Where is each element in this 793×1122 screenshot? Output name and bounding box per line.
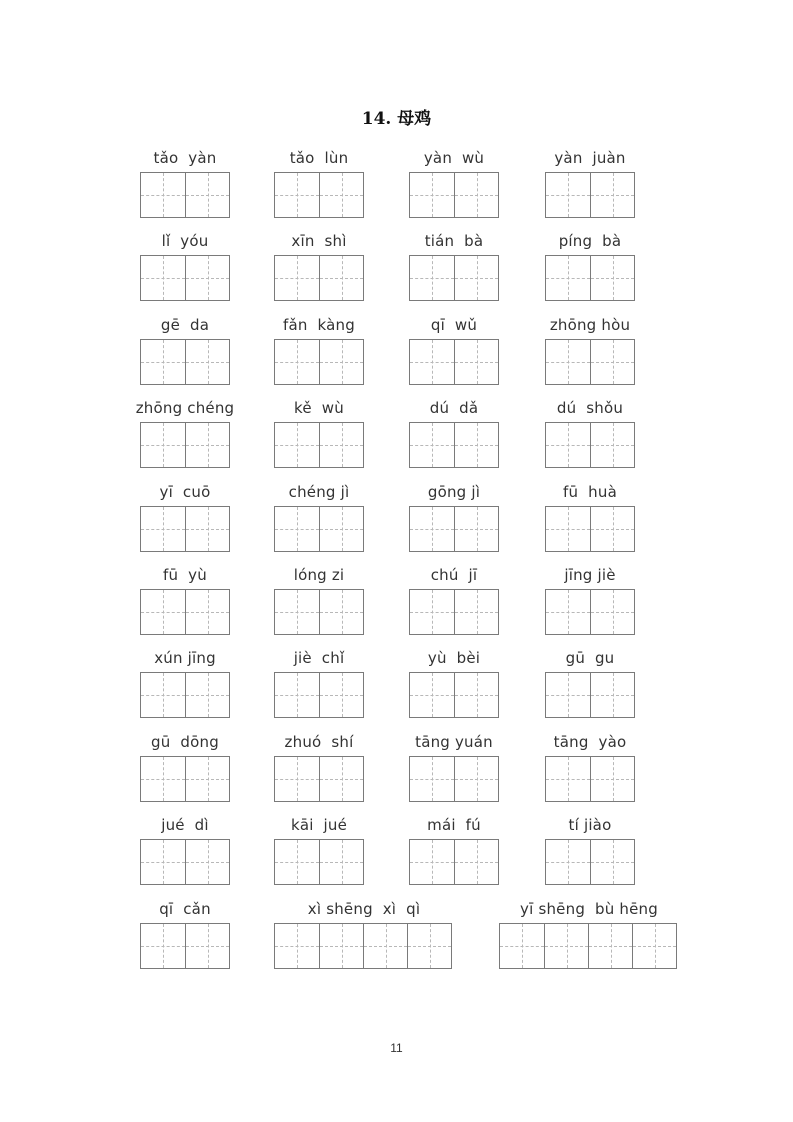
- pinyin-label: dú dǎ: [429, 399, 479, 418]
- pinyin-label: mái fú: [427, 816, 481, 835]
- tianzige-box[interactable]: [275, 256, 319, 300]
- tianzige-box[interactable]: [319, 840, 363, 884]
- tianzige-box[interactable]: [410, 673, 454, 717]
- pinyin-label: jīng jiè: [564, 566, 616, 584]
- pinyin-label: fǎn kàng: [283, 315, 355, 334]
- tianzige-box[interactable]: [454, 590, 498, 634]
- practice-row: [0, 733, 793, 811]
- pinyin-label: fū yù: [163, 566, 207, 584]
- tianzige-box[interactable]: [410, 840, 454, 884]
- tianzige-box[interactable]: [410, 423, 454, 467]
- writing-boxes: [274, 422, 364, 468]
- tianzige-box[interactable]: [590, 173, 634, 217]
- tianzige-box[interactable]: [590, 673, 634, 717]
- tianzige-box[interactable]: [546, 423, 590, 467]
- pinyin-label: tāng yuán: [415, 732, 493, 751]
- writing-boxes: [545, 422, 635, 468]
- pinyin-label: tāng yào: [553, 732, 627, 751]
- pinyin-label: qī cǎn: [159, 899, 211, 918]
- writing-boxes: [140, 172, 230, 218]
- tianzige-box[interactable]: [275, 423, 319, 467]
- pinyin-label: kāi jué: [290, 816, 348, 835]
- writing-boxes: [409, 172, 499, 218]
- tianzige-box[interactable]: [141, 256, 185, 300]
- tianzige-box[interactable]: [319, 757, 363, 801]
- tianzige-box[interactable]: [275, 173, 319, 217]
- pinyin-label: gū gu: [565, 649, 615, 668]
- tianzige-box[interactable]: [275, 507, 319, 551]
- tianzige-box[interactable]: [407, 924, 451, 968]
- tianzige-box[interactable]: [500, 924, 544, 968]
- writing-boxes: [409, 255, 499, 301]
- tianzige-box[interactable]: [275, 673, 319, 717]
- tianzige-box[interactable]: [410, 590, 454, 634]
- writing-boxes: [409, 422, 499, 468]
- writing-boxes: [140, 839, 230, 885]
- tianzige-box[interactable]: [546, 590, 590, 634]
- tianzige-box[interactable]: [590, 256, 634, 300]
- tianzige-box[interactable]: [410, 340, 454, 384]
- pinyin-label: tián bà: [424, 232, 484, 251]
- tianzige-box[interactable]: [319, 590, 363, 634]
- writing-boxes: [274, 672, 364, 718]
- pinyin-label: píng bà: [558, 232, 622, 251]
- pinyin-label: chéng jì: [288, 482, 350, 501]
- pinyin-label: dú shǒu: [556, 399, 624, 418]
- practice-row: [0, 649, 793, 727]
- writing-boxes: [409, 839, 499, 885]
- tianzige-box[interactable]: [454, 256, 498, 300]
- practice-row: [0, 483, 793, 561]
- writing-boxes: [409, 756, 499, 802]
- writing-boxes: [409, 339, 499, 385]
- tianzige-box[interactable]: [319, 924, 363, 968]
- tianzige-box[interactable]: [546, 673, 590, 717]
- writing-boxes: [274, 172, 364, 218]
- tianzige-box[interactable]: [410, 256, 454, 300]
- tianzige-box[interactable]: [275, 590, 319, 634]
- practice-row: [0, 816, 793, 894]
- tianzige-box[interactable]: [185, 173, 229, 217]
- tianzige-box[interactable]: [454, 173, 498, 217]
- pinyin-label: gē da: [160, 315, 210, 334]
- pinyin-label: jué dì: [161, 816, 209, 835]
- tianzige-box[interactable]: [141, 757, 185, 801]
- writing-boxes: [545, 172, 635, 218]
- practice-row: [0, 900, 793, 978]
- practice-row: [0, 149, 793, 227]
- tianzige-box[interactable]: [141, 590, 185, 634]
- pinyin-label: qī wǔ: [430, 315, 478, 334]
- pinyin-label: gōng jì: [427, 482, 481, 501]
- tianzige-box[interactable]: [363, 924, 407, 968]
- tianzige-box[interactable]: [275, 340, 319, 384]
- pinyin-label: chú jī: [430, 566, 478, 584]
- page-number: 11: [390, 1041, 403, 1055]
- tianzige-box[interactable]: [185, 590, 229, 634]
- writing-boxes: [545, 839, 635, 885]
- tianzige-box[interactable]: [410, 173, 454, 217]
- tianzige-box[interactable]: [546, 840, 590, 884]
- writing-boxes: [274, 589, 364, 635]
- pinyin-label: yù bèi: [427, 649, 481, 668]
- tianzige-box[interactable]: [319, 507, 363, 551]
- tianzige-box[interactable]: [319, 256, 363, 300]
- pinyin-label: xún jīng: [154, 649, 216, 668]
- writing-boxes: [499, 923, 677, 969]
- pinyin-label: xì shēng xì qì: [307, 899, 421, 918]
- tianzige-box[interactable]: [185, 423, 229, 467]
- tianzige-box[interactable]: [319, 173, 363, 217]
- practice-row: [0, 399, 793, 477]
- pinyin-label: tǎo lùn: [289, 149, 349, 167]
- writing-boxes: [274, 923, 452, 969]
- pinyin-label: yī shēng bù hēng: [520, 899, 658, 918]
- tianzige-box[interactable]: [410, 507, 454, 551]
- tianzige-box[interactable]: [319, 340, 363, 384]
- tianzige-box[interactable]: [319, 423, 363, 467]
- tianzige-box[interactable]: [410, 757, 454, 801]
- writing-boxes: [409, 672, 499, 718]
- writing-boxes: [140, 422, 230, 468]
- tianzige-box[interactable]: [141, 173, 185, 217]
- pinyin-label: kě wù: [294, 399, 344, 418]
- worksheet-title: 14. 母鸡: [361, 109, 432, 129]
- writing-boxes: [140, 339, 230, 385]
- writing-boxes: [140, 506, 230, 552]
- pinyin-label: zhuó shí: [284, 732, 354, 751]
- writing-boxes: [274, 339, 364, 385]
- practice-row: [0, 316, 793, 394]
- writing-boxes: [545, 339, 635, 385]
- tianzige-box[interactable]: [632, 924, 676, 968]
- pinyin-label: fū huà: [563, 482, 617, 501]
- pinyin-label: lóng zi: [293, 566, 345, 584]
- writing-boxes: [545, 756, 635, 802]
- tianzige-box[interactable]: [185, 924, 229, 968]
- tianzige-box[interactable]: [590, 840, 634, 884]
- writing-boxes: [409, 506, 499, 552]
- pinyin-label: gū dōng: [151, 732, 219, 751]
- tianzige-box[interactable]: [590, 423, 634, 467]
- tianzige-box[interactable]: [590, 340, 634, 384]
- writing-boxes: [545, 255, 635, 301]
- tianzige-box[interactable]: [141, 423, 185, 467]
- pinyin-label: tí jiào: [568, 816, 612, 835]
- writing-boxes: [140, 923, 230, 969]
- tianzige-box[interactable]: [185, 673, 229, 717]
- pinyin-label: tǎo yàn: [153, 149, 217, 167]
- pinyin-label: yī cuō: [159, 482, 211, 501]
- writing-boxes: [274, 839, 364, 885]
- writing-boxes: [409, 589, 499, 635]
- practice-row: [0, 566, 793, 644]
- tianzige-box[interactable]: [141, 840, 185, 884]
- tianzige-box[interactable]: [185, 507, 229, 551]
- tianzige-box[interactable]: [546, 256, 590, 300]
- writing-boxes: [545, 589, 635, 635]
- tianzige-box[interactable]: [141, 924, 185, 968]
- pinyin-label: jiè chǐ: [293, 649, 345, 668]
- tianzige-box[interactable]: [185, 840, 229, 884]
- tianzige-box[interactable]: [546, 340, 590, 384]
- tianzige-box[interactable]: [544, 924, 588, 968]
- tianzige-box[interactable]: [454, 340, 498, 384]
- pinyin-label: xīn shì: [291, 232, 347, 251]
- tianzige-box[interactable]: [141, 673, 185, 717]
- writing-boxes: [140, 756, 230, 802]
- pinyin-label: yàn wù: [423, 149, 485, 167]
- writing-boxes: [140, 255, 230, 301]
- writing-boxes: [274, 506, 364, 552]
- practice-row: [0, 232, 793, 310]
- tianzige-box[interactable]: [185, 256, 229, 300]
- tianzige-box[interactable]: [275, 840, 319, 884]
- tianzige-box[interactable]: [590, 507, 634, 551]
- pinyin-label: yàn juàn: [554, 149, 626, 167]
- tianzige-box[interactable]: [454, 840, 498, 884]
- tianzige-box[interactable]: [275, 924, 319, 968]
- tianzige-box[interactable]: [454, 507, 498, 551]
- tianzige-box[interactable]: [546, 757, 590, 801]
- tianzige-box[interactable]: [454, 757, 498, 801]
- tianzige-box[interactable]: [185, 757, 229, 801]
- pinyin-label: zhōng hòu: [549, 315, 631, 334]
- tianzige-box[interactable]: [454, 673, 498, 717]
- tianzige-box[interactable]: [141, 507, 185, 551]
- writing-boxes: [274, 255, 364, 301]
- writing-boxes: [274, 756, 364, 802]
- tianzige-box[interactable]: [590, 590, 634, 634]
- writing-boxes: [545, 506, 635, 552]
- tianzige-box[interactable]: [588, 924, 632, 968]
- tianzige-box[interactable]: [275, 757, 319, 801]
- tianzige-box[interactable]: [454, 423, 498, 467]
- pinyin-label: lǐ yóu: [161, 232, 209, 251]
- writing-boxes: [545, 672, 635, 718]
- tianzige-box[interactable]: [141, 340, 185, 384]
- tianzige-box[interactable]: [185, 340, 229, 384]
- tianzige-box[interactable]: [319, 673, 363, 717]
- tianzige-box[interactable]: [546, 173, 590, 217]
- writing-boxes: [140, 589, 230, 635]
- tianzige-box[interactable]: [546, 507, 590, 551]
- pinyin-label: zhōng chéng: [135, 399, 235, 418]
- tianzige-box[interactable]: [590, 757, 634, 801]
- writing-boxes: [140, 672, 230, 718]
